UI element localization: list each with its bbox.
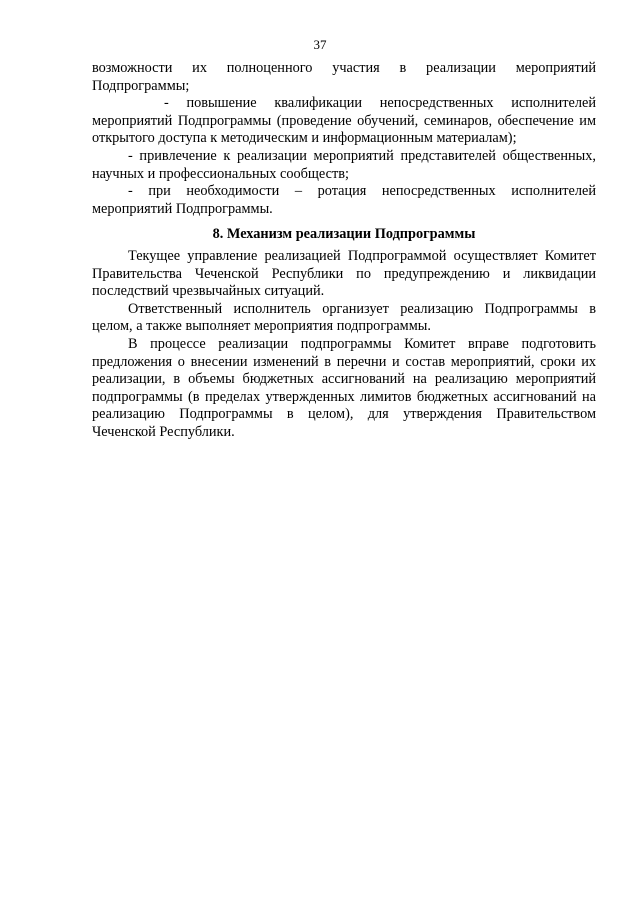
paragraph-management: Текущее управление реализацией Подпрограммой осуществляет Комитет Правительства Чеченской Республики по предупреждению и ликвидации последствий чрезвычайных ситуаций. <box>92 247 596 300</box>
list-continuation: возможности их полноценного участия в реализации мероприятий Подпрограммы; <box>92 60 596 94</box>
paragraph-changes: В процессе реализации подпрограммы Комитет вправе подготовить предложения о внесении изменений в перечни и состав мероприятий, сроки их реализации, в объемы бюджетных ассигнований на реализацию мероприятий подпрограммы (в пределах утвержденных лимитов бюджетных ассигнований на реализацию Подпрограммы в целом), для утверждения Правительством Чеченской Республики. <box>92 335 596 440</box>
list-item-qualification: - повышение квалификации непосредственных исполнителей мероприятий Подпрограммы (проведение обучений, семинаров, обеспечение им открытого доступа к методическим и информационным материалам); <box>92 95 596 147</box>
section-heading: 8. Механизм реализации Подпрограммы <box>212 226 476 243</box>
paragraph-responsible: Ответственный исполнитель организует реализацию Подпрограммы в целом, а также выполняет мероприятия подпрограммы. <box>92 300 596 335</box>
page-number: 37 <box>313 37 327 52</box>
document-body <box>92 60 596 441</box>
list-item-involvement: - привлечение к реализации мероприятий представителей общественных, научных и профессиональных сообществ; <box>92 147 596 182</box>
list-item-rotation: - при необходимости – ротация непосредственных исполнителей мероприятий Подпрограммы. <box>92 183 596 217</box>
